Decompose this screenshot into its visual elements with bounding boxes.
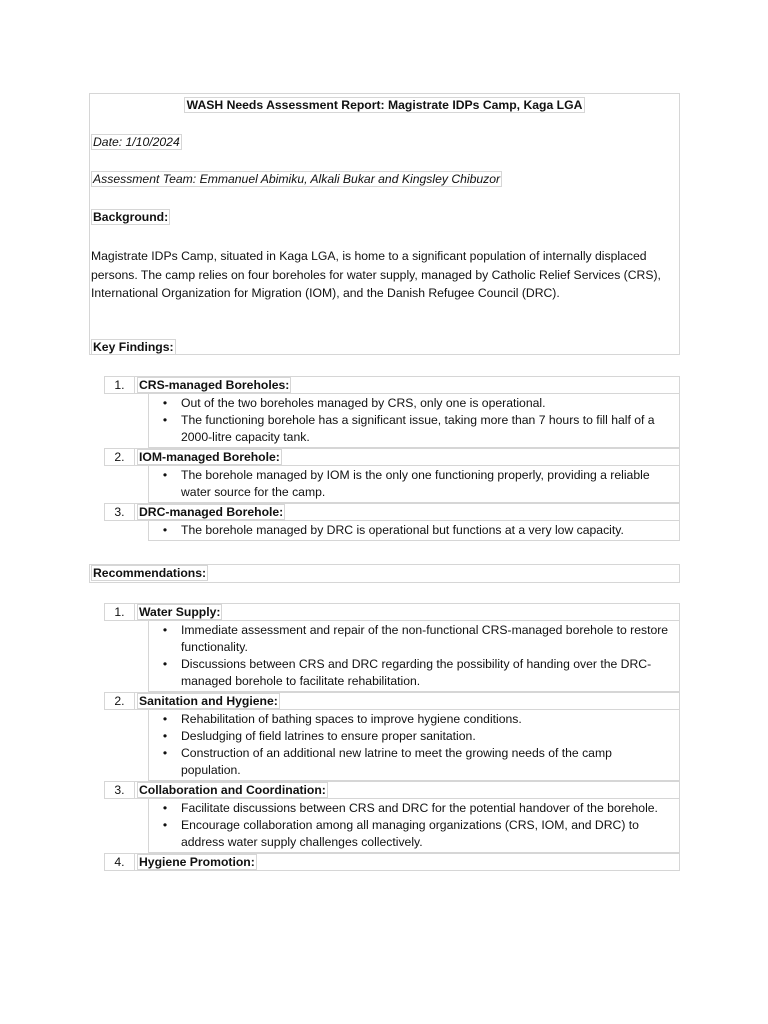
list-item-heading: Hygiene Promotion:	[139, 854, 255, 869]
bullet-list	[148, 710, 680, 781]
list-item	[104, 603, 680, 621]
bullet-text: The borehole managed by DRC is operational but functions at a very low capacity.	[181, 523, 624, 537]
bullet-item	[149, 622, 673, 656]
bullet-icon: •	[162, 657, 168, 671]
bullet-text: Out of the two boreholes managed by CRS, only one is operational.	[181, 396, 546, 410]
recommendations-heading: Recommendations:	[93, 566, 207, 580]
report-title: WASH Needs Assessment Report: Magistrate IDPs Camp, Kaga LGA	[184, 97, 586, 113]
list-item-number: 2.	[105, 693, 135, 709]
assessment-team-line	[91, 171, 502, 188]
bullet-text: Rehabilitation of bathing spaces to improve hygiene conditions.	[181, 712, 522, 726]
key-findings-heading-line	[91, 339, 176, 356]
bullet-list	[148, 521, 680, 541]
bullet-text: Construction of an additional new latrine to meet the growing needs of the camp population.	[181, 746, 612, 777]
list-item-number: 4.	[105, 854, 135, 870]
list-item-heading-wrap	[135, 854, 257, 871]
bullet-list	[148, 621, 680, 692]
bullet-list	[148, 466, 680, 503]
bullet-icon: •	[162, 523, 168, 537]
bullet-text: Facilitate discussions between CRS and DRC for the potential handover of the borehole.	[181, 801, 658, 815]
bullet-text: The borehole managed by IOM is the only one functioning properly, providing a reliable water source for the camp.	[181, 468, 650, 499]
bullet-list	[148, 394, 680, 448]
list-item-heading-wrap	[135, 693, 280, 710]
bullet-item	[149, 711, 673, 728]
list-item-heading: IOM-managed Borehole:	[139, 449, 280, 464]
assessment-team: Assessment Team: Emmanuel Abimiku, Alkali Bukar and Kingsley Chibuzor	[93, 172, 501, 186]
bullet-item	[149, 728, 673, 745]
key-findings-heading: Key Findings:	[93, 340, 174, 354]
list-item	[104, 503, 680, 521]
bullet-text: Desludging of field latrines to ensure proper sanitation.	[181, 729, 476, 743]
list-item-heading-wrap	[135, 449, 282, 466]
bullet-item	[149, 800, 673, 817]
bullet-icon: •	[162, 413, 168, 427]
list-item-number: 2.	[105, 449, 135, 465]
list-item-heading: Water Supply:	[139, 604, 221, 619]
bullet-item	[149, 745, 673, 779]
bullet-item	[149, 395, 673, 412]
list-item-heading: CRS-managed Boreholes:	[139, 377, 290, 392]
bullet-item	[149, 522, 673, 539]
list-item	[104, 448, 680, 466]
bullet-list	[148, 799, 680, 853]
bullet-icon: •	[162, 468, 168, 482]
bullet-text: Immediate assessment and repair of the non-functional CRS-managed borehole to restore functionality.	[181, 623, 669, 654]
list-item	[104, 376, 680, 394]
bullet-item	[149, 412, 673, 446]
background-heading-line	[91, 209, 170, 226]
recommendations-list	[104, 603, 680, 871]
bullet-item	[149, 817, 673, 851]
background-paragraph: Magistrate IDPs Camp, situated in Kaga LGA, is home to a significant population of internally displaced persons. The camp relies on four boreholes for water supply, managed by Catholic Relief Services (CRS), International Organization for Migration (IOM), and the Danish Refugee Council (DRC).	[91, 249, 661, 300]
bullet-icon: •	[162, 801, 168, 815]
bullet-icon: •	[162, 729, 168, 743]
list-item-number: 1.	[105, 604, 135, 620]
list-item-number: 3.	[105, 504, 135, 520]
list-item	[104, 853, 680, 871]
list-item-number: 3.	[105, 782, 135, 798]
list-item-heading: DRC-managed Borehole:	[139, 504, 284, 519]
recommendations-heading-line	[91, 565, 208, 582]
list-item	[104, 692, 680, 710]
bullet-item	[149, 656, 673, 690]
bullet-text: Discussions between CRS and DRC regarding the possibility of handing over the DRC-managed borehole to facilitate rehabilitation.	[181, 657, 652, 688]
list-item-heading-wrap	[135, 377, 291, 394]
list-item-heading-wrap	[135, 782, 328, 799]
bullet-icon: •	[162, 746, 168, 760]
report-date-line	[91, 134, 182, 151]
list-item-heading-wrap	[135, 604, 222, 621]
bullet-text: Encourage collaboration among all managing organizations (CRS, IOM, and DRC) to address water supply challenges collectively.	[181, 818, 639, 849]
bullet-text: The functioning borehole has a significant issue, taking more than 7 hours to fill half of a 2000-litre capacity tank.	[181, 413, 655, 444]
list-item-heading: Collaboration and Coordination:	[139, 782, 326, 797]
list-item-number: 1.	[105, 377, 135, 393]
list-item	[104, 781, 680, 799]
bullet-icon: •	[162, 712, 168, 726]
report-header-section	[89, 93, 680, 355]
background-heading: Background:	[93, 210, 169, 224]
key-findings-list	[104, 376, 680, 541]
list-item-heading-wrap	[135, 504, 285, 521]
recommendations-header	[89, 564, 680, 583]
bullet-icon: •	[162, 818, 168, 832]
bullet-icon: •	[162, 396, 168, 410]
bullet-item	[149, 467, 673, 501]
report-date: Date: 1/10/2024	[93, 135, 180, 149]
bullet-icon: •	[162, 623, 168, 637]
report-title-line	[90, 97, 679, 114]
list-item-heading: Sanitation and Hygiene:	[139, 693, 278, 708]
